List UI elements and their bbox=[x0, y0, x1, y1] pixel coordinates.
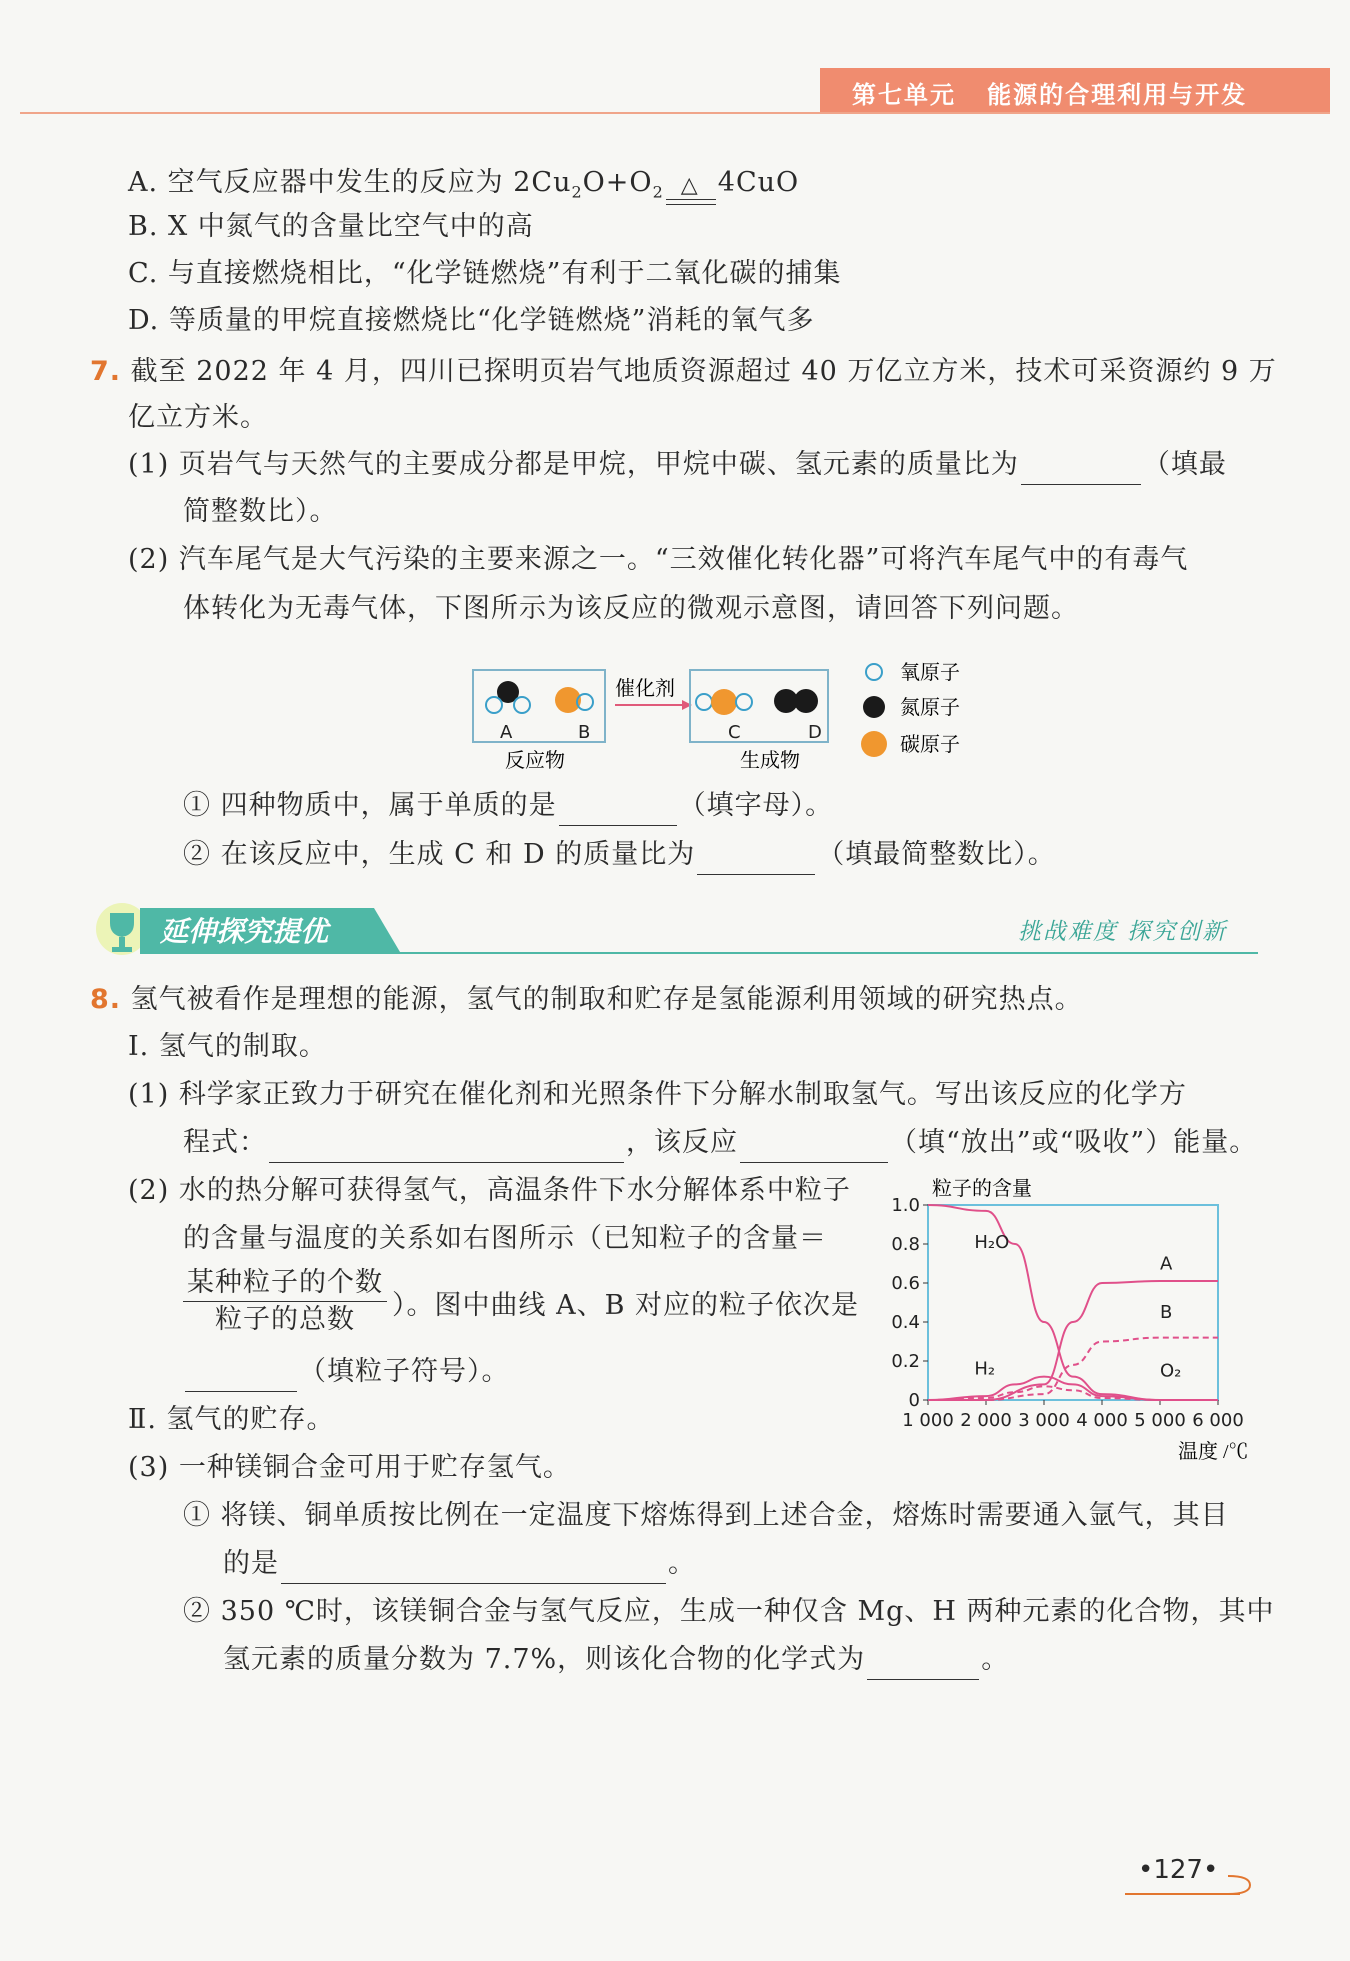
section-subtitle: 挑战难度 探究创新 bbox=[1018, 919, 1228, 945]
q8-part1-heading: Ⅰ. 氢气的制取。 bbox=[128, 1031, 327, 1062]
q8-sub2-answer bbox=[183, 1352, 510, 1392]
answer-blank[interactable] bbox=[559, 795, 677, 826]
curve-label: A bbox=[1160, 1253, 1173, 1275]
carbon-legend-icon bbox=[861, 731, 887, 757]
series-line bbox=[928, 1386, 1160, 1400]
q7-sub1-text: ① 四种物质中，属于单质的是 bbox=[183, 790, 557, 821]
answer-blank[interactable] bbox=[740, 1132, 888, 1163]
page-number-decoration bbox=[1120, 1860, 1260, 1900]
curve-label: H₂O bbox=[974, 1231, 1010, 1253]
period: 。 bbox=[668, 1548, 696, 1579]
molecule-b bbox=[555, 687, 593, 713]
q7-sub2 bbox=[183, 835, 1056, 875]
q7-stem-line2: 亿立方米。 bbox=[128, 402, 268, 433]
q8-sub3-1-cont bbox=[223, 1544, 696, 1584]
sub: 2 bbox=[571, 182, 583, 202]
series-line bbox=[928, 1281, 1218, 1400]
x-tick-label: 2 000 bbox=[960, 1410, 1012, 1431]
q7-stem bbox=[90, 352, 1277, 392]
q8-sub1: (1) 科学家正致力于研究在催化剂和光照条件下分解水制取氢气。写出该反应的化学方 bbox=[128, 1079, 1187, 1110]
curve-label: B bbox=[1160, 1302, 1173, 1324]
q7-part1 bbox=[128, 445, 1227, 485]
q8-sub2: (2) 水的热分解可获得氢气，高温条件下水分解体系中粒子 bbox=[128, 1175, 851, 1206]
y-tick-label: 0.4 bbox=[891, 1312, 920, 1333]
chapter-header bbox=[852, 75, 1247, 110]
x-tick-label: 5 000 bbox=[1134, 1410, 1186, 1431]
x-tick-label: 3 000 bbox=[1018, 1410, 1070, 1431]
fraction-denominator: 粒子的总数 bbox=[215, 1304, 355, 1335]
heat-symbol: △ bbox=[680, 173, 699, 199]
option-a-product: 4CuO bbox=[717, 167, 800, 198]
nitrogen-legend-icon bbox=[863, 696, 885, 718]
legend-oxygen: 氧原子 bbox=[900, 662, 960, 684]
answer-blank[interactable] bbox=[281, 1553, 666, 1584]
q8-sub2-end: ）。图中曲线 A、B 对应的粒子依次是 bbox=[392, 1290, 860, 1321]
q8-part2-heading: Ⅱ. 氢气的贮存。 bbox=[128, 1404, 335, 1435]
y-tick-label: 0.6 bbox=[891, 1273, 920, 1294]
option-a bbox=[128, 163, 799, 212]
q7-stem-line1: 截至 2022 年 4 月，四川已探明页岩气地质资源超过 40 万亿立方米，技术可采资源约 9 万 bbox=[130, 356, 1277, 387]
question-number: 8. bbox=[90, 984, 122, 1015]
q8-sub3-2: ② 350 ℃时，该镁铜合金与氢气反应，生成一种仅含 Mg、H 两种元素的化合物，其中 bbox=[183, 1596, 1275, 1627]
page-number: •127• bbox=[1138, 1855, 1219, 1885]
q8-sub1-hint: （填“放出”或“吸收”）能量。 bbox=[890, 1127, 1258, 1158]
legend-nitrogen: 氮原子 bbox=[900, 697, 960, 719]
y-tick-label: 0 bbox=[908, 1390, 920, 1411]
q8-sub3-2-cont bbox=[223, 1640, 1009, 1680]
x-axis-label: 温度 /℃ bbox=[1178, 1441, 1249, 1463]
y-tick-label: 1.0 bbox=[891, 1195, 920, 1216]
answer-blank[interactable] bbox=[185, 1361, 297, 1392]
molecule-d bbox=[774, 689, 818, 713]
fraction-numerator: 某种粒子的个数 bbox=[183, 1265, 387, 1302]
x-tick-label: 6 000 bbox=[1192, 1410, 1244, 1431]
option-b: B. X 中氮气的含量比空气中的高 bbox=[128, 211, 534, 242]
particle-content-chart bbox=[880, 1168, 1275, 1468]
sub: 2 bbox=[652, 182, 664, 202]
answer-blank[interactable] bbox=[867, 1649, 979, 1680]
catalyst-label: 催化剂 bbox=[615, 678, 675, 700]
series-line bbox=[928, 1377, 1160, 1400]
q8-sub1-mid: ，该反应 bbox=[626, 1127, 738, 1158]
products-label: 生成物 bbox=[740, 750, 800, 772]
q7-part2: (2) 汽车尾气是大气污染的主要来源之一。“三效催化转化器”可将汽车尾气中的有毒气 bbox=[128, 544, 1189, 575]
y-axis-label: 粒子的含量 bbox=[932, 1178, 1032, 1200]
section-rule bbox=[140, 952, 1258, 954]
q7-sub2-hint: （填最简整数比）。 bbox=[817, 839, 1056, 870]
option-d: D. 等质量的甲烷直接燃烧比“化学链燃烧”消耗的氧气多 bbox=[128, 305, 815, 336]
fraction bbox=[183, 1265, 387, 1338]
q8-sub2-hint: （填粒子符号）。 bbox=[299, 1356, 510, 1387]
q8-sub3-2-text: 氢元素的质量分数为 7.7%，则该化合物的化学式为 bbox=[223, 1644, 866, 1675]
q8-sub2-cont: 的含量与温度的关系如右图所示（已知粒子的含量＝ bbox=[183, 1223, 827, 1254]
q7-part2-cont: 体转化为无毒气体，下图所示为该反应的微观示意图，请回答下列问题。 bbox=[183, 593, 1079, 624]
q8-sub1-cont bbox=[183, 1123, 1257, 1163]
q7-part1-hint: （填最 bbox=[1142, 449, 1227, 480]
q8-stem-text: 氢气被看作是理想的能源，氢气的制取和贮存是氢能源利用领域的研究热点。 bbox=[130, 984, 1083, 1015]
molecule-c bbox=[696, 689, 752, 715]
molecule-a bbox=[486, 681, 530, 713]
header-rule bbox=[20, 112, 1330, 114]
period: 。 bbox=[981, 1644, 1010, 1675]
q7-part1-text: (1) 页岩气与天然气的主要成分都是甲烷，甲烷中碳、氢元素的质量比为 bbox=[128, 449, 1019, 480]
curve-label: O₂ bbox=[1160, 1360, 1182, 1382]
label-b: B bbox=[578, 722, 591, 743]
option-c: C. 与直接燃烧相比，“化学链燃烧”有利于二氧化碳的捕集 bbox=[128, 258, 842, 289]
reaction-diagram bbox=[460, 650, 1020, 780]
x-tick-label: 4 000 bbox=[1076, 1410, 1128, 1431]
reactants-label: 反应物 bbox=[505, 750, 565, 772]
legend-carbon: 碳原子 bbox=[900, 734, 960, 756]
q7-sub1-hint: （填字母）。 bbox=[678, 790, 834, 821]
q7-sub1 bbox=[183, 786, 833, 826]
curve-label: H₂ bbox=[974, 1358, 996, 1380]
equation-blank[interactable] bbox=[269, 1132, 624, 1163]
q8-sub1-label: 程式： bbox=[183, 1127, 267, 1158]
option-a-mid: O+O bbox=[582, 167, 653, 198]
reaction-arrow bbox=[664, 173, 718, 212]
q8-sub3-1: ① 将镁、铜单质按比例在一定温度下熔炼得到上述合金，熔炼时需要通入氩气，其目 bbox=[183, 1500, 1229, 1531]
label-c: C bbox=[728, 722, 741, 743]
answer-blank[interactable] bbox=[1021, 454, 1141, 485]
x-tick-label: 1 000 bbox=[902, 1410, 954, 1431]
question-number: 7. bbox=[90, 356, 122, 387]
label-d: D bbox=[808, 722, 822, 743]
q8-stem bbox=[90, 980, 1083, 1020]
unit-title: 能源的合理利用与开发 bbox=[987, 81, 1248, 109]
section-title: 延伸探究提优 bbox=[160, 915, 329, 948]
q8-sub3-1-label: 的是 bbox=[223, 1548, 279, 1579]
oxygen-legend-icon bbox=[866, 664, 882, 680]
y-tick-label: 0.8 bbox=[891, 1234, 920, 1255]
label-a: A bbox=[500, 722, 513, 743]
option-a-text: A. 空气反应器中发生的反应为 2Cu bbox=[128, 167, 572, 198]
q7-part1-cont: 简整数比）。 bbox=[183, 496, 338, 527]
answer-blank[interactable] bbox=[697, 844, 815, 875]
q7-sub2-text: ② 在该反应中，生成 C 和 D 的质量比为 bbox=[183, 839, 696, 870]
y-tick-label: 0.2 bbox=[891, 1351, 920, 1372]
q8-sub3: (3) 一种镁铜合金可用于贮存氢气。 bbox=[128, 1452, 571, 1483]
unit-label: 第七单元 bbox=[852, 81, 956, 109]
